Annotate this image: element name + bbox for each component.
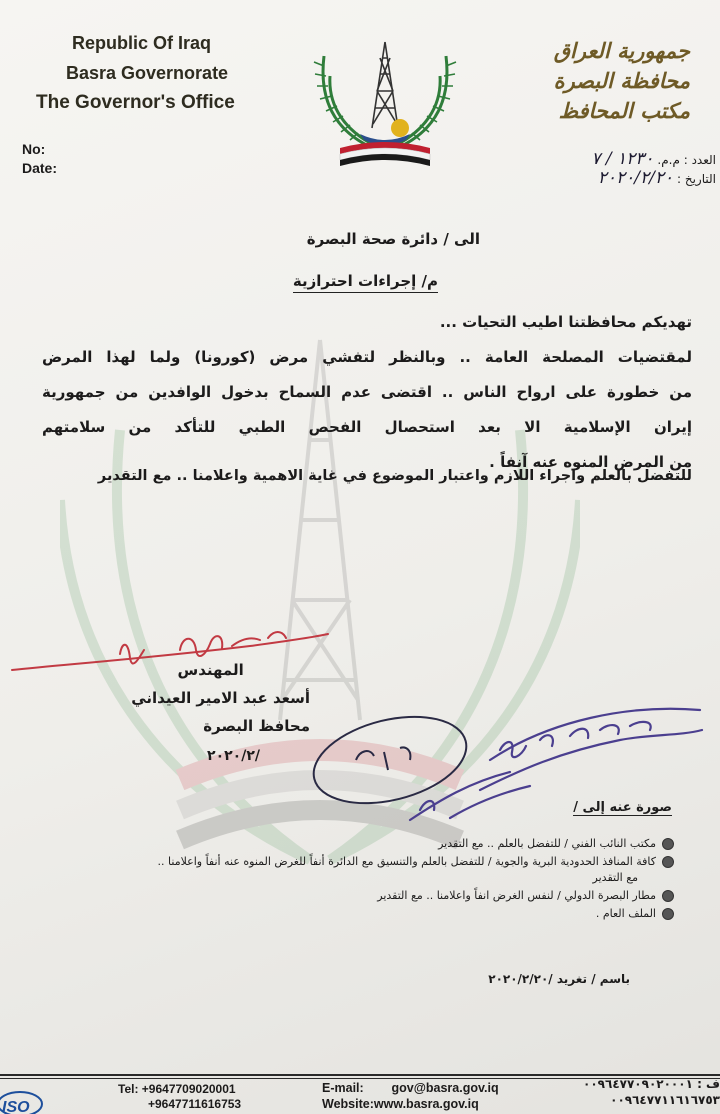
letter-date: ٢٠٢٠/٢/٢٠: [597, 168, 674, 188]
copy-recipient: الملف العام .: [595, 907, 656, 920]
body-line: إيران الإسلامية الا بعد استحصال الفحص الطبي للتأكد من سلامتهم: [42, 418, 692, 436]
subject: م/ إجراءات احترازية: [293, 272, 438, 293]
copy-recipient: مطار البصرة الدولي / لنفس الغرض انفاً واعلامنا .. مع التقدير: [377, 889, 656, 902]
bullet-icon: [662, 890, 674, 902]
closing-line: للتفضل بالعلم واجراء اللازم واعتبار الموضوع في غاية الاهمية واعلامنا .. مع التقدير: [97, 468, 692, 484]
number-date-fields: [22, 140, 57, 178]
footer-phone: [118, 1082, 241, 1112]
body-line: من خطورة على ارواح الناس .. اقتضى عدم السماح بدخول الوافدين من جمهورية: [42, 383, 692, 401]
governorate-name: Basra Governorate: [66, 63, 229, 83]
bullet-icon: [662, 838, 674, 850]
arabic-date-row: [591, 169, 716, 188]
arabic-governorate-name: محافظة البصرة: [553, 68, 690, 93]
bullet-icon: [662, 856, 674, 868]
list-item: [54, 836, 674, 852]
arabic-number-date: [591, 150, 716, 188]
email-row: [322, 1080, 499, 1096]
number-label: No:: [22, 141, 46, 157]
copies-heading: صورة عنه إلى /: [573, 800, 672, 815]
signature-date: /٢٠٢٠/٢: [207, 748, 260, 764]
footer-arabic-phones: [583, 1076, 720, 1108]
arabic-phone-1: ف : ٠٠٩٦٤٧٧٠٩٠٢٠٠٠١: [583, 1077, 720, 1091]
bullet-icon: [662, 908, 674, 920]
signatory-position: محافظ البصرة: [203, 717, 310, 735]
greeting: تهديكم محافظتنا اطيب التحيات ...: [439, 313, 692, 331]
signatory-name: أسعد عبد الامير العيداني: [131, 689, 310, 707]
country-name: Republic Of Iraq: [72, 33, 212, 53]
letter-number: ١٢٣٠ / ٧: [591, 149, 654, 169]
arabic-letterhead: [490, 36, 690, 126]
arabic-number-label: العدد : م.م.: [657, 153, 716, 167]
arabic-country-name: جمهورية العراق: [553, 38, 690, 63]
body-line: لمقتضيات المصلحة العامة .. وبالنظر لتفشي مرض (كورونا) ولما لهذا المرض: [42, 348, 692, 366]
footer-phone-row: [118, 1082, 241, 1097]
arabic-date-label: التاريخ :: [676, 172, 716, 186]
arabic-phone-2: ٠٠٩٦٤٧٧١١٦١٦٧٥٣: [610, 1093, 720, 1107]
website-row: [322, 1096, 499, 1112]
signatory-block: [131, 656, 310, 740]
list-item: [54, 888, 674, 904]
iso-logo-text: ISO: [2, 1099, 30, 1114]
date-label: Date:: [22, 160, 58, 176]
copy-recipient: كافة المنافذ الحدودية البرية والجوية / للتفضل بالعلم والتنسيق مع الدائرة أنفاً للغرض المنوه عنه أنفاً واعلامنا ..: [157, 855, 656, 868]
copies-list: [54, 836, 674, 924]
website-label: Website:: [322, 1097, 374, 1111]
signatory-title: المهندس: [177, 661, 244, 679]
tel-number-2: +9647711616753: [148, 1097, 242, 1111]
recipient: الى / دائرة صحة البصرة: [306, 230, 480, 248]
arabic-number-row: [591, 150, 716, 169]
copy-recipient-cont: مع التقدير: [592, 871, 638, 884]
english-letterhead: [36, 28, 296, 118]
list-item: [54, 906, 674, 922]
email-address[interactable]: gov@basra.gov.iq: [391, 1081, 499, 1095]
office-name: The Governor's Office: [36, 92, 235, 113]
tel-number-1: +9647709020001: [141, 1082, 236, 1096]
typist-reference: باسم / تغريد /٢٠٢٠/٢/٢٠: [488, 972, 630, 986]
email-label: E-mail:: [322, 1081, 364, 1095]
letter-body: [42, 305, 692, 480]
iso-logo-icon: [0, 1086, 44, 1114]
list-item: [54, 854, 674, 886]
tel-label: Tel:: [118, 1082, 139, 1096]
footer-contact: [322, 1080, 499, 1112]
basra-governorate-emblem: [310, 36, 460, 171]
arabic-office-name: مكتب المحافظ: [558, 98, 690, 123]
website-url[interactable]: www.basra.gov.iq: [373, 1097, 479, 1111]
body-line: من المرض المنوه عنه آنفاً .: [489, 453, 692, 471]
copy-recipient: مكتب النائب الفني / للتفضل بالعلم .. مع التقدير: [438, 837, 656, 850]
